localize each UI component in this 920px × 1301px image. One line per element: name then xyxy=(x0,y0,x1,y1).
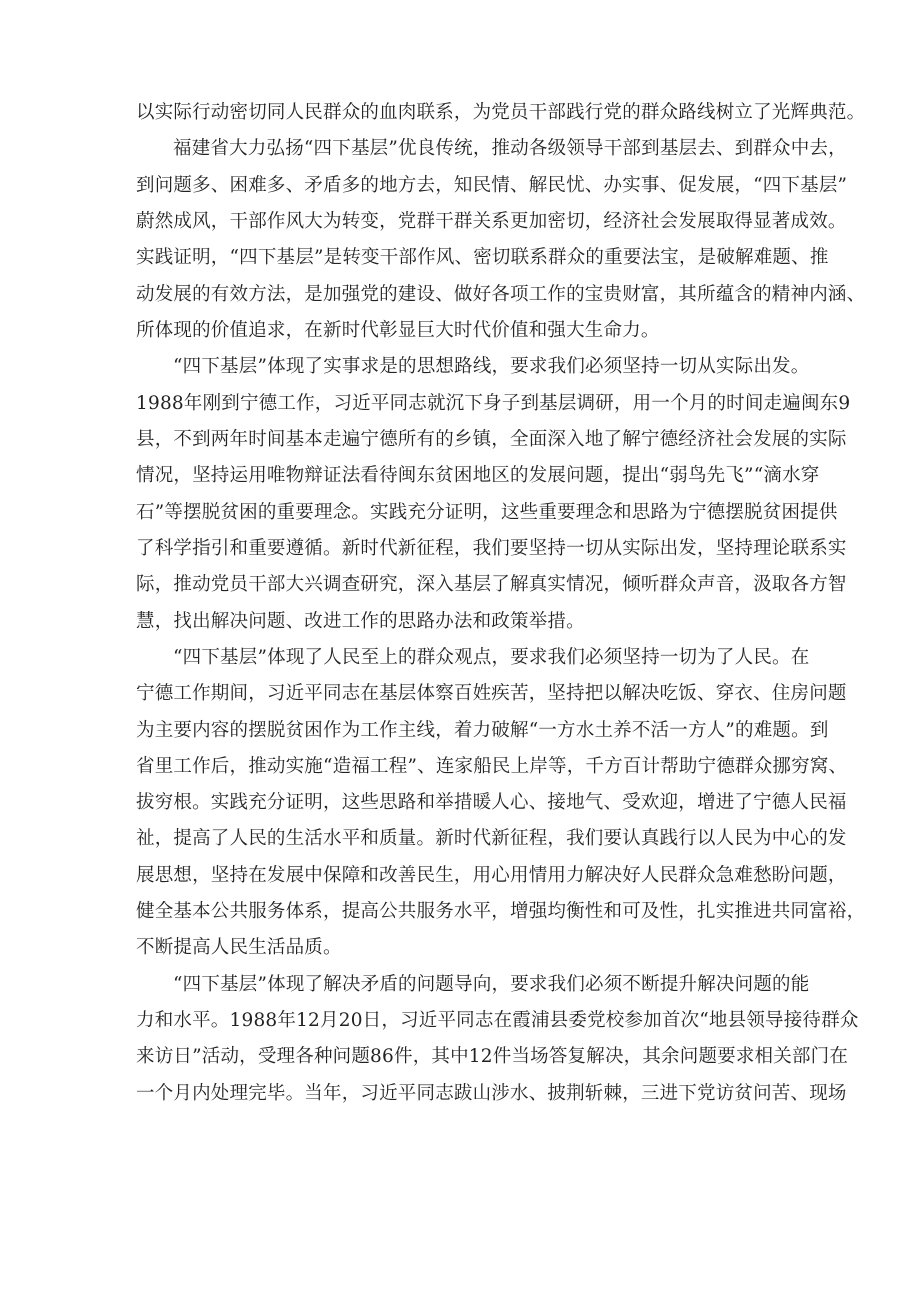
text-line: 到问题多、困难多、矛盾多的地方去，知民情、解民忧、办实事、促发展，“四下基层” xyxy=(136,175,848,196)
text-line: 为主要内容的摆脱贫困作为工作主线，着力破解“一方水土养不活一方人”的难题。到 xyxy=(136,720,829,741)
text-line: 拔穷根。实践充分证明，这些思路和举措暖人心、接地气、受欢迎，增进了宁德人民福 xyxy=(136,792,847,813)
text-line: 宁德工作期间，习近平同志在基层体察百姓疾苦，坚持把以解决吃饭、穿衣、住房问题 xyxy=(136,683,847,704)
text-line: 蔚然成风，干部作风大为转变，党群干群关系更加密切，经济社会发展取得显著成效。 xyxy=(136,211,847,232)
text-line: 祉，提高了人民的生活水平和质量。新时代新征程，我们要认真践行以人民为中心的发 xyxy=(136,828,847,849)
text-line: 了科学指引和重要遵循。新时代新征程，我们要坚持一切从实际出发，坚持理论联系实 xyxy=(136,538,847,559)
text-line: 实践证明，“四下基层”是转变干部作风、密切联系群众的重要法宝，是破解难题、推 xyxy=(136,247,829,268)
text-line: 动发展的有效方法，是加强党的建设、做好各项工作的宝贵财富，其所蕴含的精神内涵、 xyxy=(136,284,866,305)
text-line: “四下基层”体现了实事求是的思想路线，要求我们必须坚持一切从实际出发。 xyxy=(173,356,810,377)
text-line: “四下基层”体现了人民至上的群众观点，要求我们必须坚持一切为了人民。在 xyxy=(173,647,810,668)
text-line: 所体现的价值追求，在新时代彰显巨大时代价值和强大生命力。 xyxy=(136,320,660,341)
text-line: 省里工作后，推动实施“造福工程”、连家船民上岸等，千方百计帮助宁德群众挪穷窝、 xyxy=(136,756,848,777)
text-line: 际，推动党员干部大兴调查研究，深入基层了解真实情况，倾听群众声音，汲取各方智 xyxy=(136,574,847,595)
text-line: 福建省大力弘扬“四下基层”优良传统，推动各级领导干部到基层去、到群众中去， xyxy=(173,138,847,159)
text-line: 石”等摆脱贫困的重要理念。实践充分证明，这些重要理念和思路为宁德摆脱贫困提供 xyxy=(136,502,838,523)
text-line: 县，不到两年时间基本走遍宁德所有的乡镇，全面深入地了解宁德经济社会发展的实际 xyxy=(136,429,847,450)
text-line: 来访日”活动，受理各种问题86件，其中12件当场答复解决，其余问题要求相关部门在 xyxy=(136,1046,849,1067)
text-line: “四下基层”体现了解决矛盾的问题导向，要求我们必须不断提升解决问题的能 xyxy=(173,974,810,995)
text-line: 展思想，坚持在发展中保障和改善民生，用心用情用力解决好人民群众急难愁盼问题， xyxy=(136,865,847,886)
text-line: 一个月内处理完毕。当年，习近平同志跋山涉水、披荆斩棘，三进下党访贫问苦、现场 xyxy=(136,1083,847,1104)
text-line: 慧，找出解决问题、改进工作的思路办法和政策举措。 xyxy=(136,611,585,632)
text-line: 力和水平。1988年12月20日，习近平同志在霞浦县委党校参加首次“地县领导接待群众 xyxy=(136,1010,859,1031)
text-line: 不断提高人民生活品质。 xyxy=(136,937,342,958)
text-line: 1988年刚到宁德工作，习近平同志就沉下身子到基层调研，用一个月的时间走遍闽东9 xyxy=(136,393,851,414)
text-line: 以实际行动密切同人民群众的血肉联系，为党员干部践行党的群众路线树立了光辉典范。 xyxy=(136,102,866,123)
text-line: 情况，坚持运用唯物辩证法看待闽东贫困地区的发展问题，提出“弱鸟先飞”“滴水穿 xyxy=(136,465,820,486)
text-line: 健全基本公共服务体系，提高公共服务水平，增强均衡性和可及性，扎实推进共同富裕， xyxy=(136,901,866,922)
